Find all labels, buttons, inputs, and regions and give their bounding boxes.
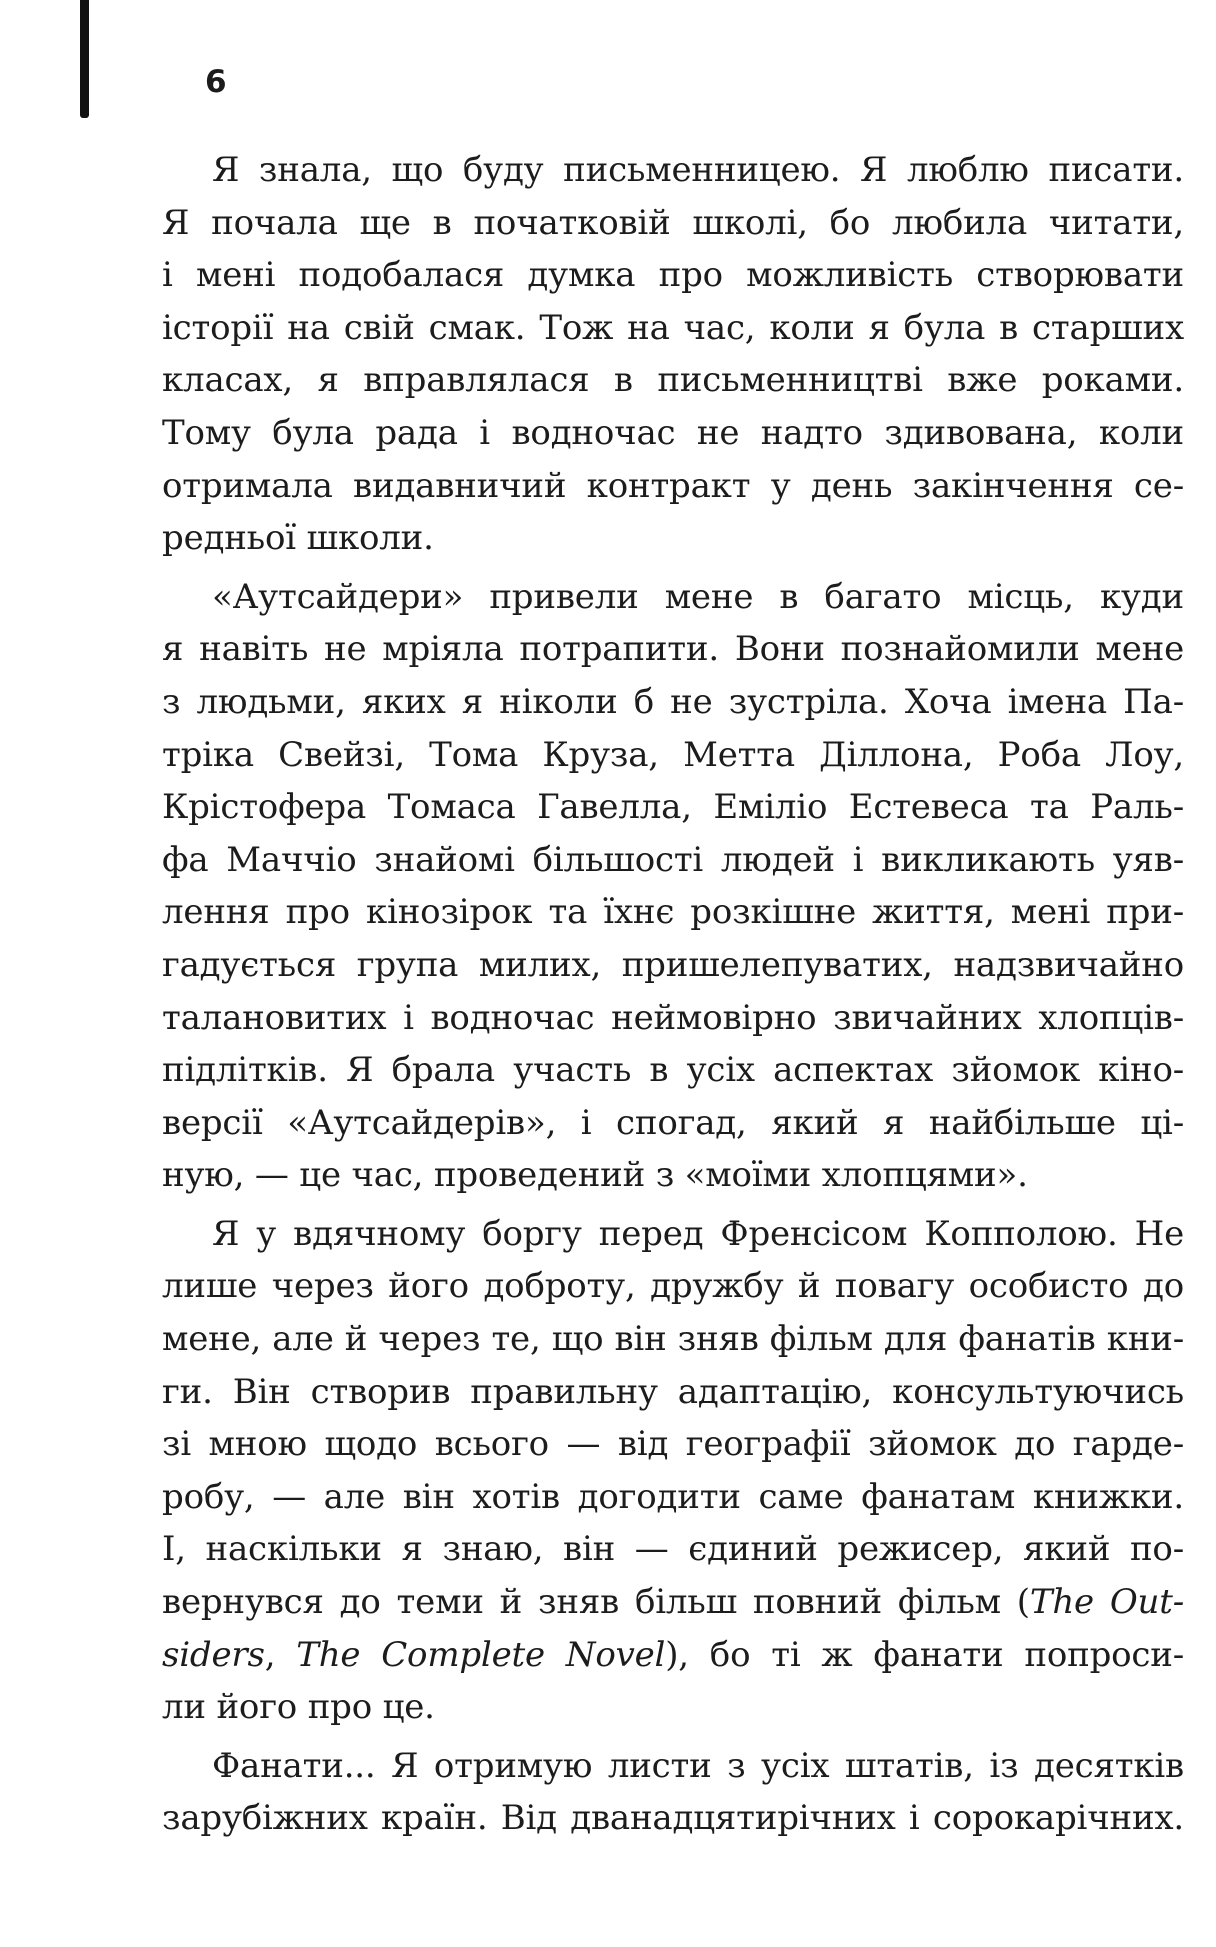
text-line: Крістофера Томаса Гавелла, Еміліо Естевеса та Раль- (162, 787, 1184, 828)
text-line: версії «Аутсайдерів», і спогад, який я найбільше ці- (162, 1102, 1184, 1143)
text-line: редньої школи. (162, 518, 434, 559)
paragraph-4 (162, 1740, 1184, 1845)
text-line: я навіть не мріяла потрапити. Вони познайомили мене (162, 629, 1184, 670)
paragraph-2 (162, 571, 1184, 1202)
text-line: лення про кінозірок та їхнє розкішне життя, мені при- (162, 892, 1184, 933)
text-line: зі мною щодо всього — від географії зйомок до гарде- (162, 1424, 1184, 1465)
text-line: Я у вдячному боргу перед Френсісом Копполою. Не (212, 1213, 1184, 1254)
text-line-with-italic (162, 1629, 1184, 1682)
text-line: історії на свій смак. Тож на час, коли я була в старших (162, 307, 1184, 348)
text-line: мене, але й через те, що він зняв фільм для фанатів кни- (162, 1319, 1184, 1360)
text-line: і мені подобалася думка про можливість створювати (162, 255, 1184, 296)
page-number: 6 (205, 64, 227, 100)
text-line: І, наскільки я знаю, він — єдиний режисер, який по- (162, 1529, 1184, 1570)
text-line: гадується група милих, пришелепуватих, надзвичайно (162, 944, 1184, 985)
paragraph-3 (162, 1208, 1184, 1734)
text-line: талановитих і водночас неймовірно звичайних хлопців- (162, 997, 1184, 1038)
text-line: з людьми, яких я ніколи б не зустріла. Хоча імена Па- (162, 681, 1184, 722)
text-line: зарубіжних країн. Від дванадцятирічних і сорокарічних. (162, 1798, 1184, 1839)
text-line: Я почала ще в початковій школі, бо любила читати, (162, 202, 1184, 243)
text-line: лише через його доброту, дружбу й повагу особисто до (162, 1266, 1184, 1307)
text-line: Я знала, що буду письменницею. Я люблю писати. (212, 150, 1184, 190)
text-body (162, 144, 1184, 1851)
text-line: підлітків. Я брала участь в усіх аспектах зйомок кіно- (162, 1050, 1184, 1091)
text-line: ли його про це. (162, 1687, 435, 1728)
text-run: , (264, 1634, 297, 1675)
text-line: Тому була рада і водночас не надто здивована, коли (162, 412, 1184, 453)
text-run: ), бо ті ж фанати попроси- (665, 1634, 1185, 1675)
text-line: тріка Свейзі, Тома Круза, Метта Діллона, Роба Лоу, (162, 734, 1184, 775)
italic-title-run: The Out- (1029, 1582, 1184, 1623)
text-line-with-italic (162, 1576, 1184, 1629)
text-run: вернувся до теми й зняв більш повний фільм ( (162, 1582, 1030, 1623)
text-line: фа Маччіо знайомі більшості людей і викликають уяв- (162, 839, 1184, 880)
text-line: класах, я вправлялася в письменництві вже роками. (162, 360, 1184, 401)
page-edge-mark (80, 0, 89, 118)
italic-title-run: The Complete Novel (296, 1634, 666, 1675)
text-line: отримала видавничий контракт у день закінчення се- (162, 465, 1184, 506)
text-line: ги. Він створив правильну адаптацію, консультуючись (162, 1371, 1184, 1412)
text-line: Фанати... Я отримую листи з усіх штатів, із десятків (212, 1745, 1184, 1786)
text-line: «Аутсайдери» привели мене в багато місць, куди (212, 576, 1184, 617)
text-line: робу, — але він хотів догодити саме фанатам книжки. (162, 1476, 1184, 1517)
paragraph-1 (162, 144, 1184, 565)
italic-title-run: siders (162, 1634, 265, 1675)
text-line: ную, — це час, проведений з «моїми хлопцями». (162, 1155, 1028, 1196)
